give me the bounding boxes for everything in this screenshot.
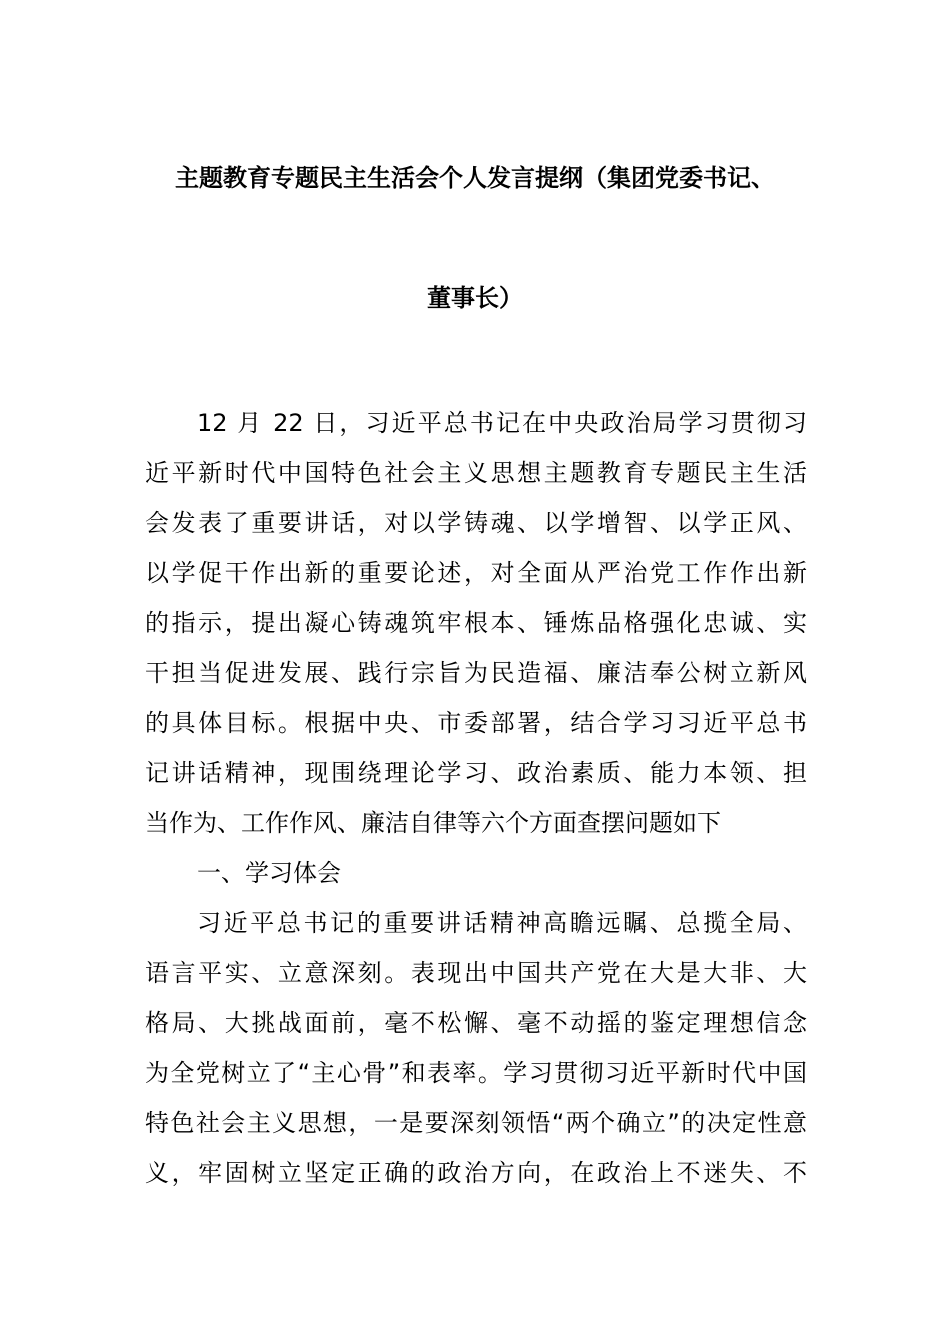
paragraph-line: 干担当促进发展、践行宗旨为民造福、廉洁奉公树立新风 bbox=[145, 659, 807, 687]
section-1 bbox=[145, 848, 807, 1198]
paragraph-line: 格局、大挑战面前，毫不松懈、毫不动摇的鉴定理想信念 bbox=[145, 1009, 807, 1037]
paragraph-line: 的具体目标。根据中央、市委部署，结合学习习近平总书 bbox=[145, 709, 807, 737]
paragraph-line: 义，牢固树立坚定正确的政治方向，在政治上不迷失、不 bbox=[145, 1159, 807, 1187]
paragraph-line: 的指示，提出凝心铸魂筑牢根本、锤炼品格强化忠诚、实 bbox=[145, 609, 807, 637]
paragraph-line: 会发表了重要讲话，对以学铸魂、以学增智、以学正风、 bbox=[145, 509, 807, 537]
paragraph-line: 近平新时代中国特色社会主义思想主题教育专题民主生活 bbox=[145, 459, 807, 487]
paragraph-line: 特色社会主义思想，一是要深刻领悟“两个确立”的决定性意 bbox=[145, 1109, 807, 1137]
paragraph-line: 当作为、工作作风、廉洁自律等六个方面查摆问题如下 bbox=[145, 809, 721, 837]
paragraph-line: 为全党树立了“主心骨”和表率。学习贯彻习近平新时代中国 bbox=[145, 1059, 807, 1087]
document-title-line-1: 主题教育专题民主生活会个人发言提纲（集团党委书记、 bbox=[175, 164, 775, 192]
document-title-line-2: 董事长） bbox=[427, 284, 523, 312]
paragraph-line: 语言平实、立意深刻。表现出中国共产党在大是大非、大 bbox=[145, 959, 807, 987]
intro-paragraph bbox=[145, 398, 807, 848]
paragraph-line: 记讲话精神，现围绕理论学习、政治素质、能力本领、担 bbox=[145, 759, 807, 787]
paragraph-line: 12 月 22 日，习近平总书记在中央政治局学习贯彻习 bbox=[197, 409, 807, 437]
paragraph-line: 以学促干作出新的重要论述，对全面从严治党工作作出新 bbox=[145, 559, 807, 587]
paragraph-line: 习近平总书记的重要讲话精神高瞻远瞩、总揽全局、 bbox=[197, 909, 807, 937]
section-heading: 一、学习体会 bbox=[197, 859, 341, 887]
